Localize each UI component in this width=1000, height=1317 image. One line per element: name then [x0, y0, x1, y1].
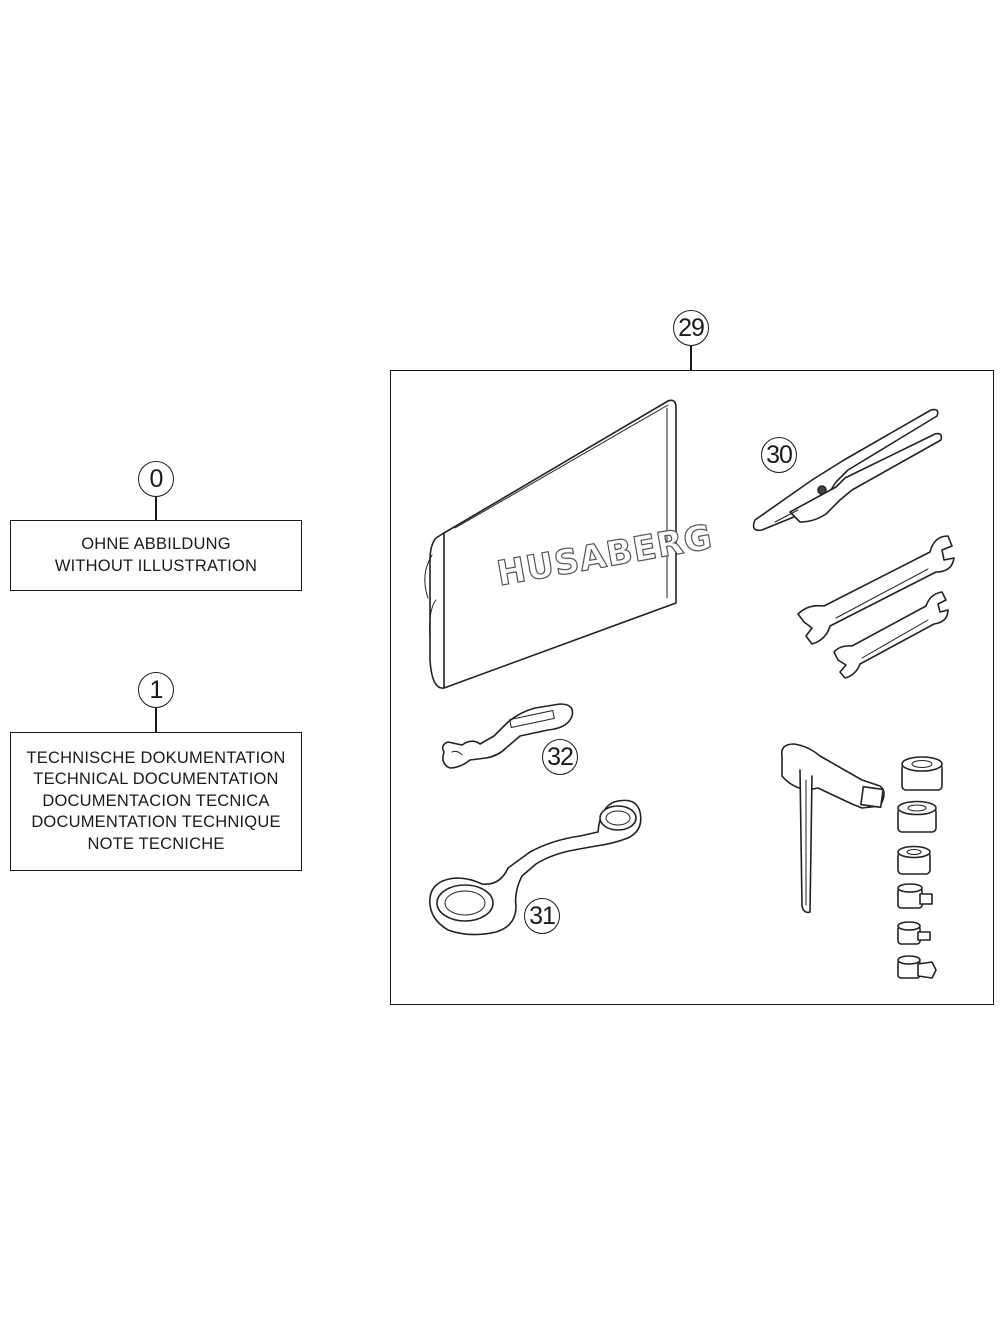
label-line: WITHOUT ILLUSTRATION	[54, 556, 258, 575]
socket-set-icon[interactable]	[898, 757, 942, 978]
callout-1[interactable]: 1	[138, 672, 174, 708]
socket-icon[interactable]	[898, 802, 936, 833]
label-line: DOCUMENTACION TECNICA	[42, 791, 270, 810]
callout-31[interactable]: 31	[524, 898, 560, 934]
label-line: DOCUMENTATION TECHNIQUE	[31, 813, 281, 832]
hex-bit-icon[interactable]	[898, 884, 932, 908]
husaberg-logo: HUSABERG	[494, 517, 716, 595]
socket-icon[interactable]	[902, 757, 942, 790]
callout-0[interactable]: 0	[138, 461, 174, 497]
label-line: TECHNISCHE DOKUMENTATION	[26, 748, 286, 767]
label-line: NOTE TECNICHE	[87, 834, 225, 853]
label-line: OHNE ABBILDUNG	[81, 535, 231, 553]
t-handle-hex-key-icon[interactable]	[782, 744, 884, 912]
label-line: TECHNICAL DOCUMENTATION	[33, 770, 279, 789]
hex-bit-icon[interactable]	[898, 922, 930, 944]
callout-32[interactable]: 32	[542, 739, 578, 775]
callout-30[interactable]: 30	[761, 437, 797, 473]
open-end-wrench-large-icon[interactable]	[798, 536, 954, 644]
callout-29[interactable]: 29	[673, 310, 709, 346]
torx-bit-icon[interactable]	[898, 956, 936, 978]
socket-icon[interactable]	[898, 847, 930, 875]
